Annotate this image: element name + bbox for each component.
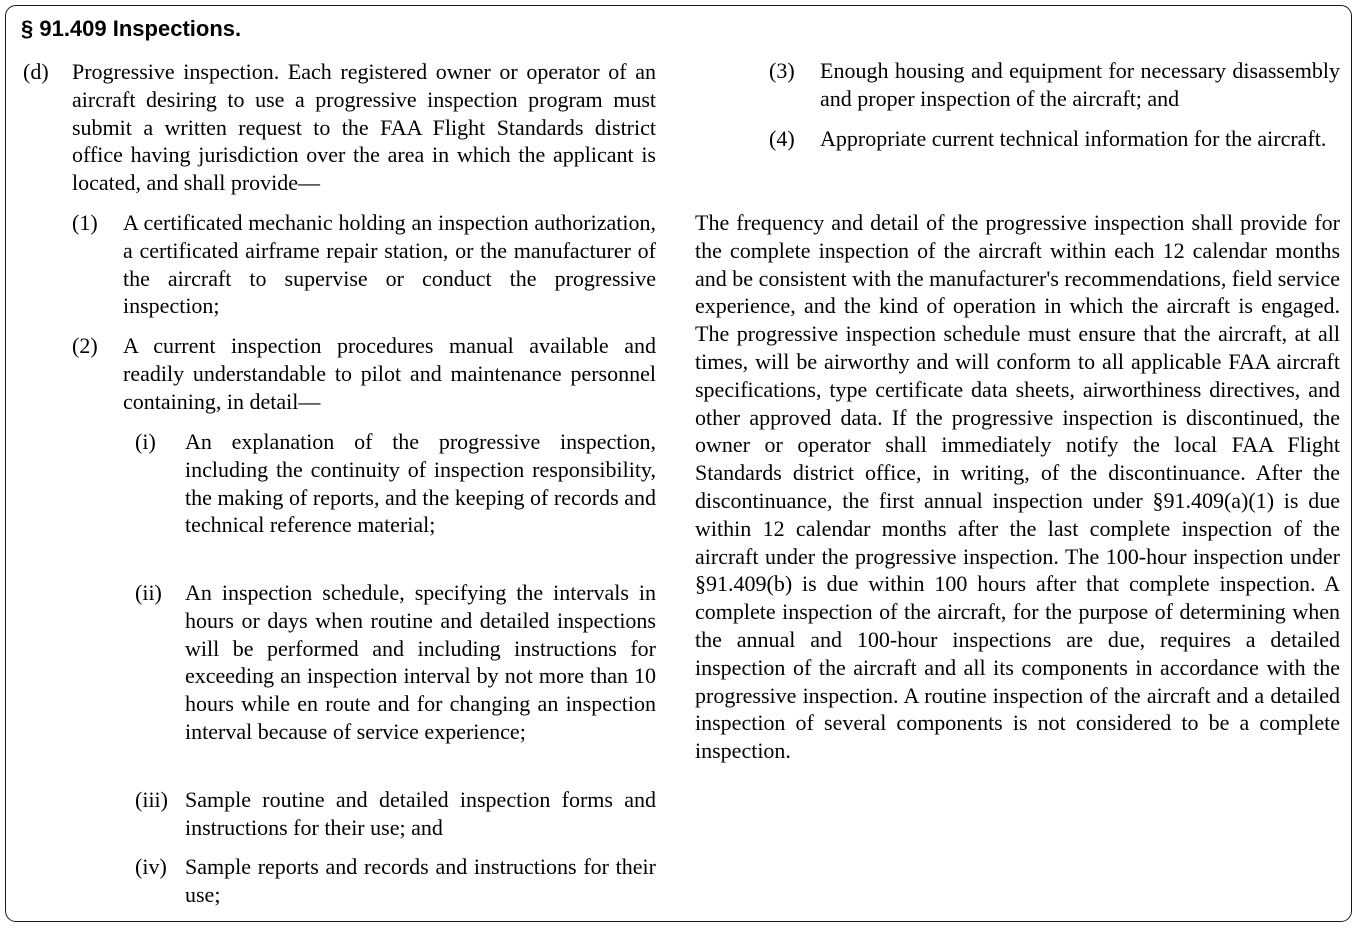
label-item-2: (2): [72, 333, 98, 358]
label-item-4: (4): [769, 126, 795, 151]
sub-i-text: An explanation of the progressive inspection, including the continuity of inspection responsibility, the making of reports, and the keeping of records and technical reference material;: [185, 429, 656, 538]
paragraph-d: Progressive inspection. Each registered owner or operator of an aircraft desiring to use a progressive inspection program must submit a written request to the FAA Flight Standards district office having jurisdiction over the area in which the applicant is located, and shall provide—: [72, 59, 656, 196]
item-4-text: Appropriate current technical information for the aircraft.: [820, 126, 1327, 151]
sub-ii-text: An inspection schedule, specifying the intervals in hours or days when routine and detailed inspections will be performed and including instructions for exceeding an inspection interval by not more than 10 hours while en route and for changing an inspection interval because of service experience;: [185, 580, 656, 744]
label-sub-iv: (iv): [135, 854, 167, 879]
label-sub-iii: (iii): [135, 787, 168, 812]
label-d: (d): [23, 59, 49, 84]
section-title: § 91.409 Inspections.: [21, 16, 242, 41]
item-3-text: Enough housing and equipment for necessary disassembly and proper inspection of the aircraft; and: [820, 58, 1340, 111]
label-sub-i: (i): [135, 429, 156, 454]
item-2-text: A current inspection procedures manual available and readily understandable to pilot and maintenance personnel containing, in detail—: [123, 333, 656, 414]
label-item-1: (1): [72, 210, 98, 235]
sub-iv-text: Sample reports and records and instructions for their use;: [185, 854, 656, 907]
item-1-text: A certificated mechanic holding an inspection authorization, a certificated airframe repair station, or the manufacturer of the aircraft to supervise or conduct the progressive inspection;: [123, 210, 656, 319]
frequency-paragraph: The frequency and detail of the progressive inspection shall provide for the complete inspection of the aircraft within each 12 calendar months and be consistent with the manufacturer's recommendations, field service experience, and the kind of operation in which the aircraft is engaged. The progressive inspection schedule must ensure that the aircraft, at all times, will be airworthy and will conform to all applicable FAA aircraft specifications, type certificate data sheets, airworthiness directives, and other approved data. If the progressive inspection is discontinued, the owner or operator shall immediately notify the local FAA Flight Standards district office, in writing, of the discontinuance. After the discontinuance, the first annual inspection under §91.409(a)(1) is due within 12 calendar months after the last complete inspection of the aircraft under the progressive inspection. The 100-hour inspection under §91.409(b) is due within 100 hours after that complete inspection. A complete inspection of the aircraft, for the purpose of determining when the annual and 100-hour inspections are due, requires a detailed inspection of the aircraft and all its components in accordance with the progressive inspection. A routine inspection of the aircraft and a detailed inspection of several components is not considered to be a complete inspection.: [695, 210, 1340, 764]
sub-iii-text: Sample routine and detailed inspection forms and instructions for their use; and: [185, 787, 656, 840]
label-item-3: (3): [769, 58, 795, 83]
label-sub-ii: (ii): [135, 580, 162, 605]
